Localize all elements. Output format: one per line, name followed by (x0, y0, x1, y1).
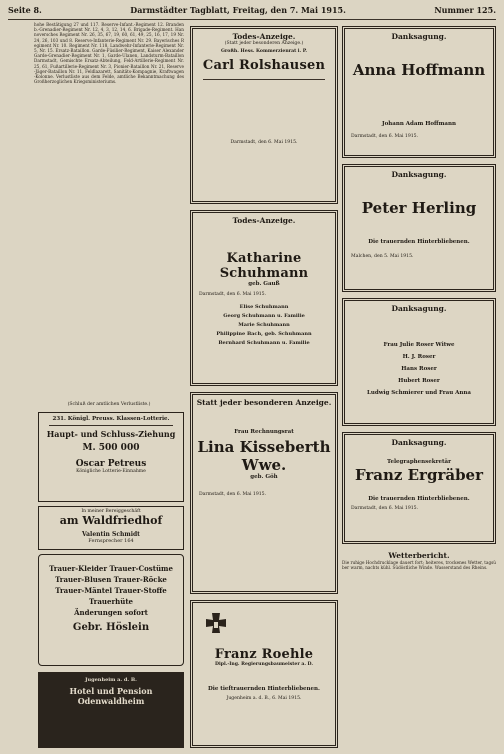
carl-name: Carl Rolshausen (202, 58, 326, 74)
lina-head: Statt jeder besonderen Anzeige. (196, 398, 332, 407)
friedhof-pre: In meiner Bereiggeschäft (81, 509, 141, 514)
roser-name: Frau Julie Roser Witwe (383, 342, 455, 348)
friedhof-name: Valentin Schmidt (82, 531, 140, 538)
lina-name: Lina Kisseberth Wwe. (197, 437, 331, 474)
franz-roehle-name: Franz Roehle (214, 647, 314, 662)
anna-name: Anna Hoffmann (352, 61, 486, 79)
trauer-line: Trauer-Mäntel Trauer-Stoffe (55, 586, 167, 595)
weather-report (342, 548, 496, 748)
roser-head: Danksagung. (391, 304, 447, 313)
katharine-mourners (193, 303, 335, 348)
ergraeber-name: Franz Ergräber (354, 465, 484, 484)
franz-roehle-note: Die tieftrauernden Hinterbliebenen. (208, 685, 320, 692)
lottery-amount: M. 500 000 (82, 442, 140, 453)
issue-number: Nummer 125. (434, 5, 496, 15)
ergraeber-head: Danksagung. (391, 438, 447, 447)
anna-thanks-notice (342, 26, 496, 158)
anna-place: Darmstadt, den 6. Mai 1915. (351, 133, 419, 139)
roser-name: Hans Roser (401, 366, 437, 372)
ergraeber-note: Die trauernden Hinterbliebenen. (368, 495, 470, 502)
casualty-list-footer: (Schluß der amtlichen Verlustliste.) (67, 402, 151, 407)
lina-death-notice (190, 392, 338, 594)
katharine-head: Todes-Anzeige. (232, 216, 296, 225)
trauer-firm: Gebr. Höslein (72, 622, 150, 633)
lina-rank: Frau Rechnungsrat (234, 429, 294, 435)
weather-text: Die ruhige Hochdrucklage dauert fort; heiteres, trockenes Wetter, tagsüber warm, nachts kühl. Südöstliche Winde. Wasserstand des Rheins. (342, 560, 496, 571)
katharine-place: Darmstadt, den 6. Mai 1915. (199, 291, 267, 297)
peter-thanks-notice (342, 164, 496, 292)
mourner-name: Marie Schuhmann (238, 322, 290, 329)
casualty-list-text: hohe Bestätigung 27 und 117. Reserve-Infant.-Regiment 12. Brandenb.-Grenadier-Regiment Nr. 12, 4, 3, 12, 14, 6. Brigade-Regiment. Hannoversches Regiment Nr. 26, 35, 67, 19, 60, 61, 49, 25, 16, 17, 19 Nr. 24, 26, 103 und 8. Reserve-Infanterie-Regiment Nr. 29. Bayerisches Regiment Nr. 10. Regiment Nr. 118, Landwehr-Infanterie-Regiment Nr. 5, Nr. 15. Ersatz-Bataillon. Garde-Füsilier-Regiment, Kaiser Alexander Garde-Grenadier-Regiment Nr. 1, Garde-Ulanen, Landsturm-Bataillon Darmstadt, Gemischte Ersatz-Abteilung, Feld-Artillerie-Regiment Nr. 25, 61, Fußartillerie-Regiment Nr. 3, Pionier-Bataillon Nr. 21, Reserve-Jäger-Bataillon Nr. 11, Feldlazarett, Sanitäts-Kompagnie, Kraftwagen-Kolonne. Verlustliste aus dem Felde, amtliche Bekanntmachung des Großherzoglichen Kriegsministeriums. (34, 22, 184, 85)
iron-cross-icon (201, 611, 231, 641)
carl-death-notice (190, 26, 338, 204)
carl-rank: Großh. Hess. Kommerzienrat i. P. (220, 48, 308, 54)
roser-name: Ludwig Schmierer und Frau Anna (366, 390, 471, 396)
katharine-name: Katharine Schuhmann (219, 251, 309, 281)
peter-head: Danksagung. (391, 170, 447, 179)
hotel-ad (38, 672, 184, 748)
peter-note: Die trauernden Hinterbliebenen. (368, 239, 470, 245)
hotel-place: Jugenheim a. d. B. (85, 677, 137, 683)
page-number: Seite 8. (8, 5, 42, 15)
trauer-line: Trauer-Blusen Trauer-Röcke (55, 575, 167, 584)
friedhof-ad (38, 506, 184, 550)
lottery-seller: Oscar Petreus (75, 458, 147, 469)
mourner-name: Elise Schuhmann (239, 304, 289, 311)
hotel-title: Hotel und Pension Odenwaldheim (69, 686, 153, 706)
roser-name: H. J. Roser (402, 354, 436, 360)
casualty-list (34, 22, 184, 404)
mourner-name: Georg Schuhmann u. Familie (223, 313, 305, 320)
franz-roehle-sub: Dipl.-Ing. Regierungsbaumeister a. D. (215, 662, 313, 667)
mourner-name: Philippine Bach, geb. Schuhmann (216, 331, 312, 338)
lottery-ad (38, 412, 184, 502)
trauer-lines (39, 563, 183, 618)
carl-head: Todes-Anzeige. (232, 32, 296, 41)
trauer-line: Änderungen sofort (74, 608, 148, 617)
anna-head: Danksagung. (391, 32, 447, 41)
trauer-ad (38, 554, 184, 666)
franz-roehle-place: Jugenheim a. d. B., 6. Mai 1915. (226, 696, 302, 702)
lina-born: geb. Göh (250, 473, 278, 480)
mourner-name: Bernhard Schuhmann u. Familie (218, 340, 310, 347)
roser-thanks-notice (342, 298, 496, 426)
peter-name: Peter Herling (361, 199, 477, 217)
trauer-line: Trauerhüte (88, 597, 134, 606)
ergraeber-thanks-notice (342, 432, 496, 544)
lottery-role: Königliche Lotterie-Einnahme (76, 468, 146, 474)
carl-place: Darmstadt, den 6. Mai 1915. (230, 140, 298, 146)
trauer-line: Trauer-Kleider Trauer-Costüme (49, 564, 173, 573)
page-title: Darmstädter Tagblatt, Freitag, den 7. Mai 1915. (130, 5, 346, 15)
ergraeber-place: Darmstadt, den 6. Mai 1915. (351, 506, 419, 511)
anna-signer: Johann Adam Hoffmann (382, 121, 456, 127)
katharine-death-notice (190, 210, 338, 386)
roser-names (345, 339, 493, 399)
lottery-sub: Haupt- und Schluss-Ziehung (46, 428, 176, 439)
peter-place: Malchen, den 5. Mai 1915. (351, 253, 414, 259)
friedhof-title: am Waldfriedhof (59, 514, 163, 527)
katharine-born: geb. Gauß (248, 281, 280, 287)
ergraeber-sub: Telegraphensekretär (386, 459, 451, 465)
friedhof-phone: Fernsprecher 164 (88, 538, 134, 544)
lottery-title: 231. Königl. Preuss. Klassen-Lotterie. (52, 416, 170, 422)
weather-head: Wetterbericht. (388, 551, 450, 560)
page-header (8, 5, 496, 20)
lina-place: Darmstadt, den 6. Mai 1915. (199, 492, 267, 497)
franz-roehle-notice (190, 600, 338, 748)
carl-sub: (Statt jeder besonderen Anzeige.) (224, 41, 304, 46)
roser-name: Hubert Roser (398, 378, 440, 384)
